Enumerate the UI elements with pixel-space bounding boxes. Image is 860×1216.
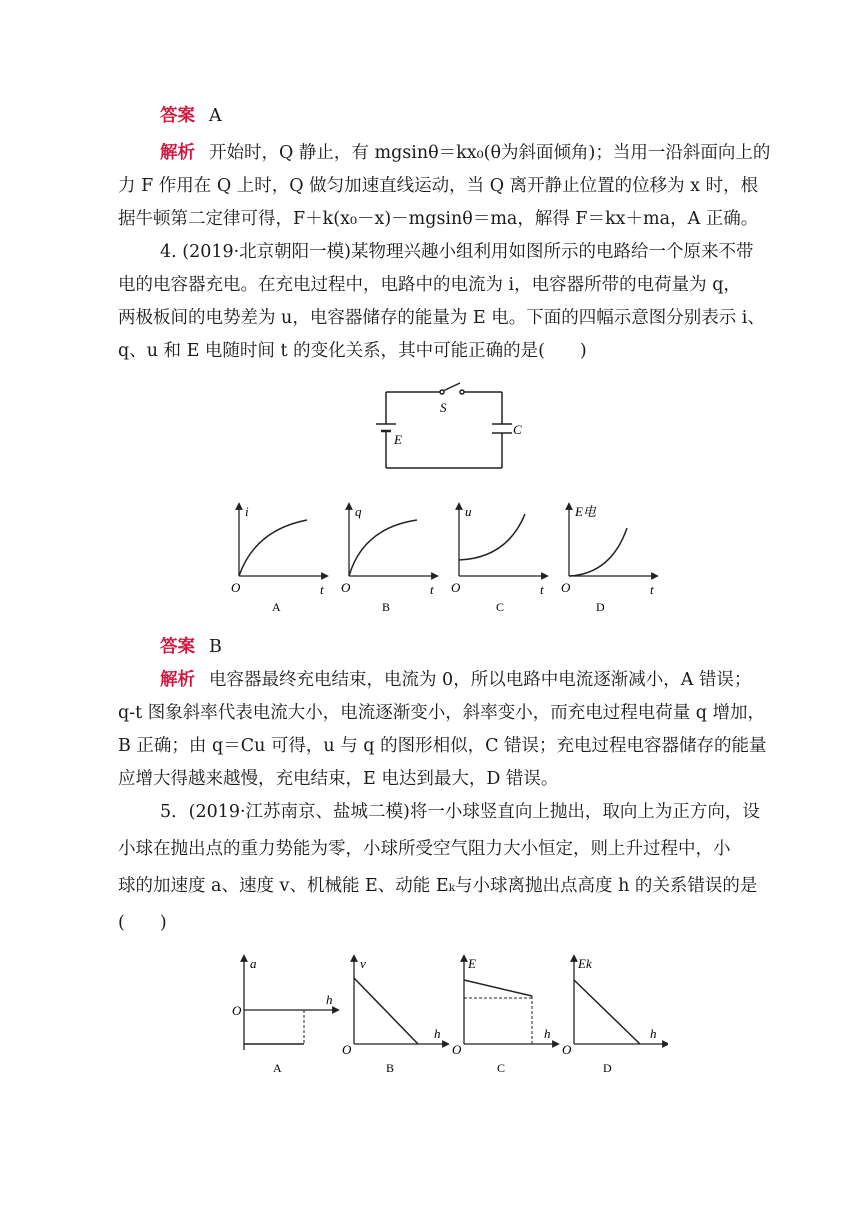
q4-graph-d [561,504,655,614]
q3-analysis-line-3: 据牛顿第二定律可得，F＋k(x₀－x)－mgsinθ＝ma，解得 F＝kx＋ma，A 正确。 [118,209,759,229]
answer-label: 答案 [160,106,195,126]
option-label: B [386,1061,395,1075]
y-axis-label: u [465,504,472,519]
x-axis-label: h [544,1026,551,1041]
y-axis-label: Ek [578,956,592,971]
x-axis-label: t [540,582,544,597]
q5-graph-d [562,956,666,1075]
q4-circuit-diagram [370,380,530,475]
q4-graph-a [231,504,325,614]
option-label: A [272,600,281,614]
switch-label: S [440,400,447,415]
origin-label: O [342,1042,352,1057]
q4-stem-line-2: 电的电容器充电。在充电过程中，电路中的电流为 i，电容器所带的电荷量为 q， [118,275,741,295]
q3-analysis-line-2: 力 F 作用在 Q 上时，Q 做匀加速直线运动，当 Q 离开静止位置的位移为 x 时，根 [118,176,759,196]
q5-stem-line-4: ( ) [118,913,167,933]
origin-label: O [561,580,571,595]
q4-graph-c [451,504,545,614]
curve-b [349,520,417,576]
q4-analysis-line-1 [160,668,751,692]
y-axis-label: v [360,956,366,971]
q5-graph-a [232,956,336,1075]
answer-value: A [209,106,222,126]
analysis-text: 电容器最终充电结束，电流为 0，所以电路中电流逐渐减小，A 错误； [209,670,752,690]
q4-graph-b [341,504,435,614]
answer-value: B [209,637,222,657]
option-label: D [596,600,605,614]
q3-answer [160,104,222,128]
q5-graph-b [342,956,446,1075]
origin-label: O [452,1042,462,1057]
analysis-label: 解析 [160,143,195,163]
q4-analysis-line-4: 应增大得越来越慢，充电结束，E 电达到最大，D 错误。 [118,769,559,789]
ek-line [574,980,640,1044]
x-axis-label: h [434,1026,441,1041]
origin-label: O [451,580,461,595]
y-axis-label: E电 [575,504,596,519]
option-label: A [273,1061,282,1075]
q4-analysis-line-2: q-t 图象斜率代表电流大小，电流逐渐变小，斜率变小，而充电过程电荷量 q 增加， [118,703,766,723]
x-axis-label: h [650,1026,657,1041]
curve-d [569,528,627,576]
q5-graph-c [452,956,556,1075]
curve-c [459,514,525,560]
y-axis-label: a [250,956,257,971]
e-line [464,980,532,996]
q4-graphs [225,500,670,618]
y-axis-label: E [468,956,476,971]
q4-answer [160,635,222,659]
option-label: C [497,1061,506,1075]
answer-label: 答案 [160,637,195,657]
option-label: C [496,600,505,614]
q5-stem-line-3: 球的加速度 a、速度 v、机械能 E、动能 Eₖ与小球离抛出点高度 h 的关系错误的是 [118,876,758,896]
origin-label: O [231,580,241,595]
option-label: B [382,600,391,614]
option-label: D [603,1061,612,1075]
v-line [354,978,418,1044]
q3-analysis-line-1 [160,141,770,165]
q4-stem-line-1: 4. (2019·北京朝阳一模)某物理兴趣小组利用如图所示的电路给一个原来不带 [160,242,754,262]
q5-graphs [228,950,668,1080]
q4-stem-line-4: q、u 和 E 电随时间 t 的变化关系，其中可能正确的是( ) [118,341,587,361]
y-axis-label: i [245,504,249,519]
x-axis-label: t [430,582,434,597]
capacitor-label: C [513,422,522,437]
x-axis-label: t [320,582,324,597]
curve-a [239,520,307,576]
origin-label: O [232,1003,242,1018]
y-axis-label: q [355,504,362,519]
x-axis-label: t [650,582,654,597]
q5-stem-line-1: 5．(2019·江苏南京、盐城二模)将一小球竖直向上抛出，取向上为正方向，设 [160,802,760,822]
q4-stem-line-3: 两极板间的电势差为 u，电容器储存的能量为 E 电。下面的四幅示意图分别表示 i、 [118,308,765,328]
origin-label: O [341,580,351,595]
x-axis-label: h [326,992,333,1007]
q5-stem-line-2: 小球在抛出点的重力势能为零，小球所受空气阻力大小恒定，则上升过程中，小 [118,839,731,859]
analysis-text: 开始时，Q 静止，有 mgsinθ＝kx₀(θ为斜面倾角)；当用一沿斜面向上的 [209,143,771,163]
origin-label: O [562,1042,572,1057]
battery-label: E [394,432,402,447]
q4-analysis-line-3: B 正确；由 q＝Cu 可得，u 与 q 的图形相似，C 错误；充电过程电容器储存的能量 [118,736,767,756]
analysis-label: 解析 [160,670,195,690]
